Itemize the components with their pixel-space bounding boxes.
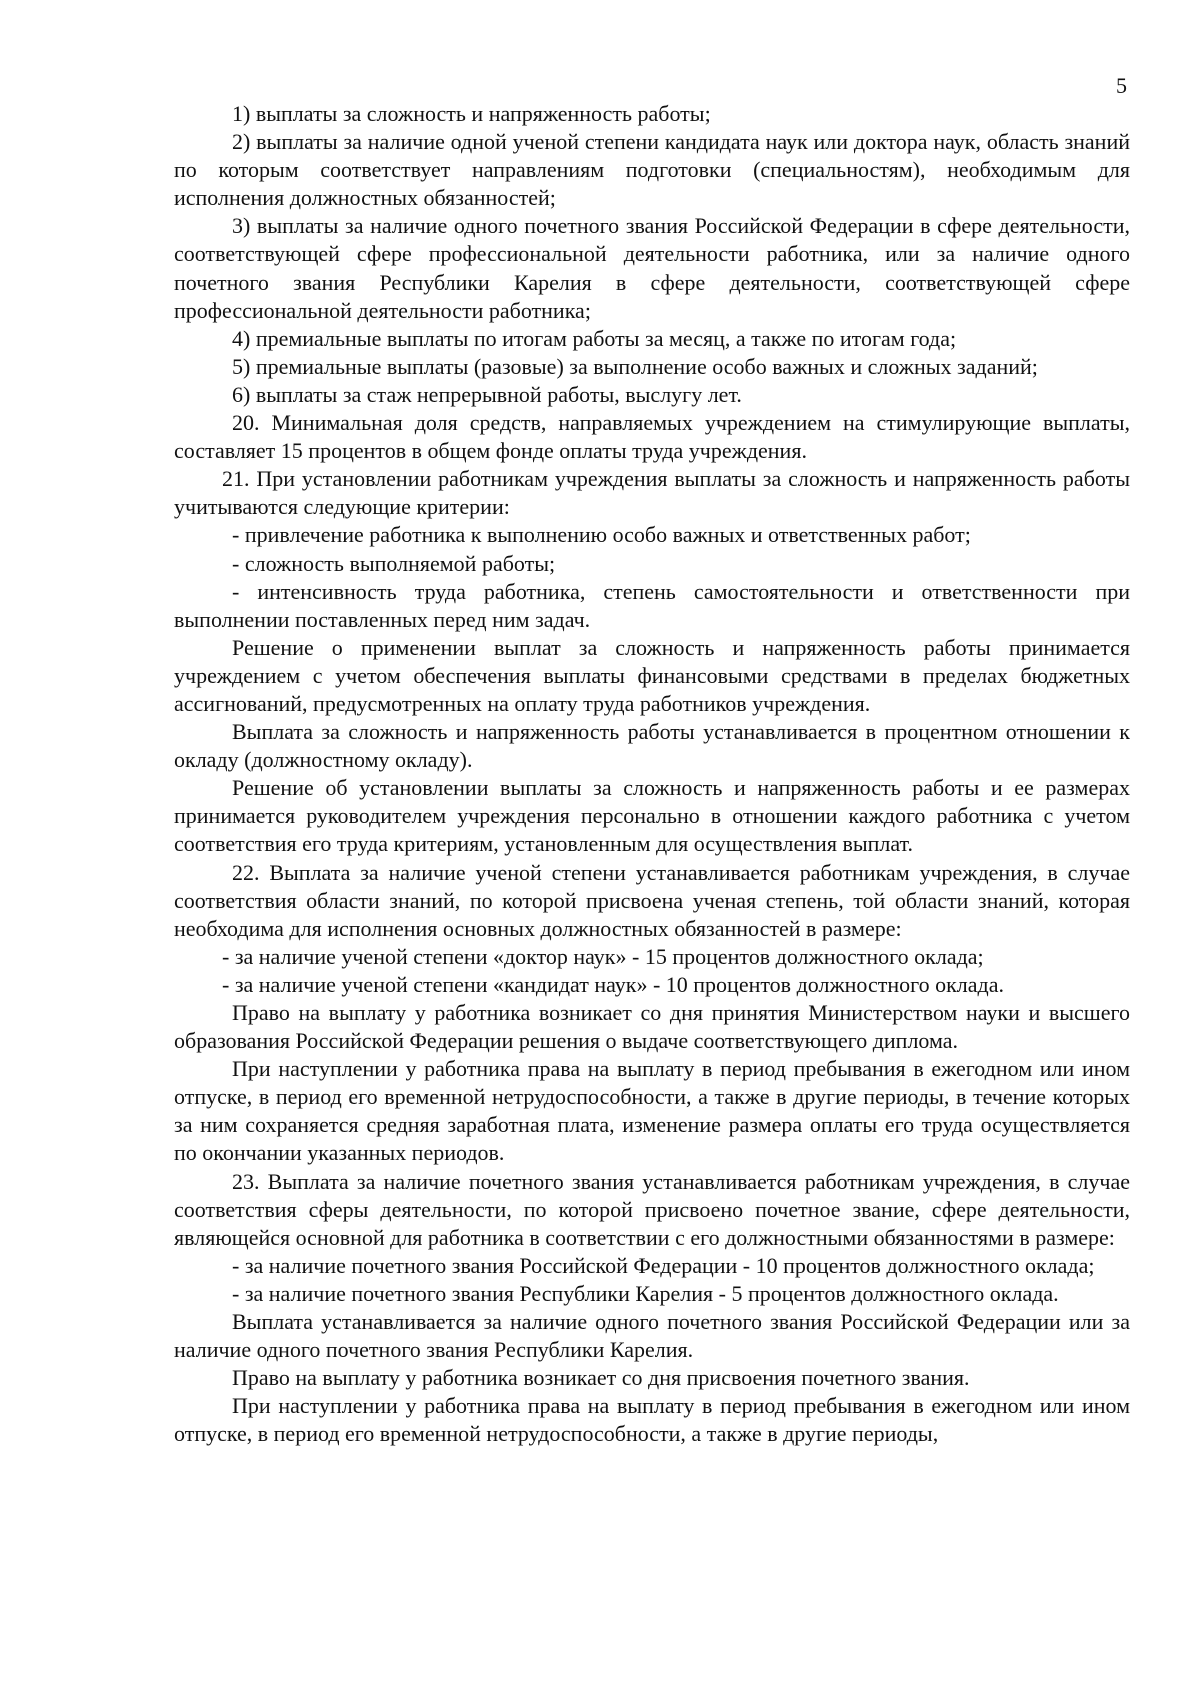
list-item: - сложность выполняемой работы; <box>232 550 556 576</box>
paragraph: 21. При установлении работникам учреждения выплаты за сложность и напряженность работы учитываются следующие критерии: <box>174 466 1130 520</box>
paragraph: 22. Выплата за наличие ученой степени устанавливается работникам учреждения, в случае соответствия области знаний, по которой присвоена ученая степень, той области знаний, которая необходима для исполнения основных должностных обязанностей в размере: <box>174 859 1130 941</box>
paragraph: Решение об установлении выплаты за сложность и напряженность работы и ее размерах принимается руководителем учреждения персонально в отношении каждого работника с учетом соответствия его труда критериям, установленным для осуществления выплат. <box>174 775 1130 857</box>
document-body <box>174 100 1130 1449</box>
list-item: - привлечение работника к выполнению особо важных и ответственных работ; <box>232 522 971 548</box>
paragraph: Выплата устанавливается за наличие одного почетного звания Российской Федерации или за наличие одного почетного звания Республики Карелия. <box>174 1309 1130 1363</box>
list-item: - за наличие ученой степени «кандидат наук» - 10 процентов должностного оклада. <box>222 971 1004 997</box>
list-item: - за наличие ученой степени «доктор наук» - 15 процентов должностного оклада; <box>222 943 984 969</box>
paragraph: 5) премиальные выплаты (разовые) за выполнение особо важных и сложных заданий; <box>232 353 1038 379</box>
paragraph: 4) премиальные выплаты по итогам работы за месяц, а также по итогам года; <box>232 325 957 351</box>
paragraph: Выплата за сложность и напряженность работы устанавливается в процентном отношении к окладу (должностному окладу). <box>174 719 1130 773</box>
paragraph: Право на выплату у работника возникает со дня принятия Министерством науки и высшего образования Российской Федерации решения о выдаче соответствующего диплома. <box>174 1000 1130 1054</box>
paragraph: 2) выплаты за наличие одной ученой степени кандидата наук или доктора наук, область знаний по которым соответствует направлениям подготовки (специальностям), необходимым для исполнения должностных обязанностей; <box>174 129 1130 211</box>
paragraph: 3) выплаты за наличие одного почетного звания Российской Федерации в сфере деятельности, соответствующей сфере профессиональной деятельности работника, или за наличие одного почетного звания Республики Карелия в сфере деятельности, соответствующей сфере профессиональной деятельности работника; <box>174 213 1130 323</box>
paragraph: 20. Минимальная доля средств, направляемых учреждением на стимулирующие выплаты, составляет 15 процентов в общем фонде оплаты труда учреждения. <box>174 410 1130 464</box>
page-number: 5 <box>1116 73 1127 98</box>
paragraph: Право на выплату у работника возникает со дня присвоения почетного звания. <box>232 1365 970 1391</box>
paragraph: Решение о применении выплат за сложность и напряженность работы принимается учреждением с учетом обеспечения выплаты финансовыми средствами в пределах бюджетных ассигнований, предусмотренных на оплату труда работников учреждения. <box>174 634 1130 716</box>
list-item: - интенсивность труда работника, степень самостоятельности и ответственности при выполнении поставленных перед ним задач. <box>174 578 1130 632</box>
paragraph: При наступлении у работника права на выплату в период пребывания в ежегодном или ином отпуске, в период его временной нетрудоспособности, а также в другие периоды, <box>174 1393 1130 1447</box>
paragraph: 23. Выплата за наличие почетного звания устанавливается работникам учреждения, в случае соответствия сферы деятельности, по которой присвоено почетное звание, сфере деятельности, являющейся основной для работника в соответствии с его должностными обязанностями в размере: <box>174 1168 1130 1250</box>
paragraph: 6) выплаты за стаж непрерывной работы, выслугу лет. <box>232 381 742 407</box>
list-item: - за наличие почетного звания Республики Карелия - 5 процентов должностного оклада. <box>232 1280 1059 1306</box>
list-item: - за наличие почетного звания Российской Федерации - 10 процентов должностного оклада; <box>232 1252 1095 1278</box>
paragraph: 1) выплаты за сложность и напряженность работы; <box>232 101 711 126</box>
paragraph: При наступлении у работника права на выплату в период пребывания в ежегодном или ином отпуске, в период его временной нетрудоспособности, а также в другие периоды, в течение которых за ним сохраняется средняя заработная плата, изменение размера оплаты его труда осуществляется по окончании указанных периодов. <box>174 1056 1130 1166</box>
